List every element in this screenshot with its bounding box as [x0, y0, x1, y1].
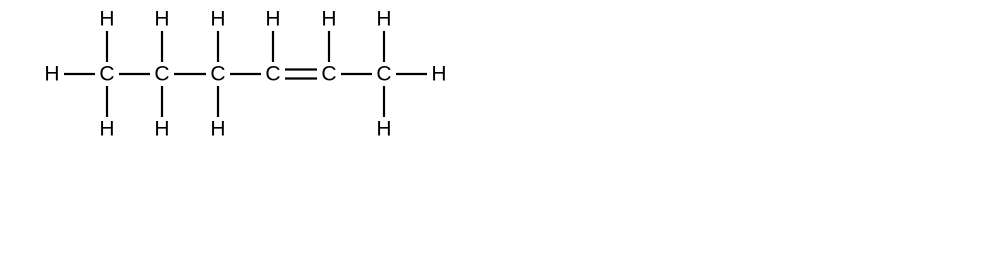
carbon-atom-c6: C: [376, 62, 392, 86]
hydrogen-atom-h14: H: [431, 62, 447, 86]
hydrogen-atom-h8: H: [265, 7, 281, 31]
hydrogen-atom-h9: H: [321, 7, 337, 31]
hydrogen-atom-h6: H: [210, 7, 226, 31]
hydrogen-atom-h7: H: [210, 117, 226, 141]
hydrogen-atom-h5: H: [154, 117, 170, 141]
carbon-atom-c5: C: [321, 62, 337, 86]
hydrogen-atom-h10: H: [376, 7, 392, 31]
hydrogen-atom-h11: H: [376, 117, 392, 141]
hydrogen-atom-h4: H: [154, 7, 170, 31]
hydrogen-atom-h1: H: [44, 62, 60, 86]
carbon-atom-c2: C: [154, 62, 170, 86]
hydrogen-atom-h3: H: [99, 117, 115, 141]
hydrogen-atom-h2: H: [99, 7, 115, 31]
carbon-atom-c4: C: [265, 62, 281, 86]
carbon-atom-c3: C: [210, 62, 226, 86]
carbon-atom-c1: C: [99, 62, 115, 86]
molecule-hexene: [44, 8, 446, 141]
